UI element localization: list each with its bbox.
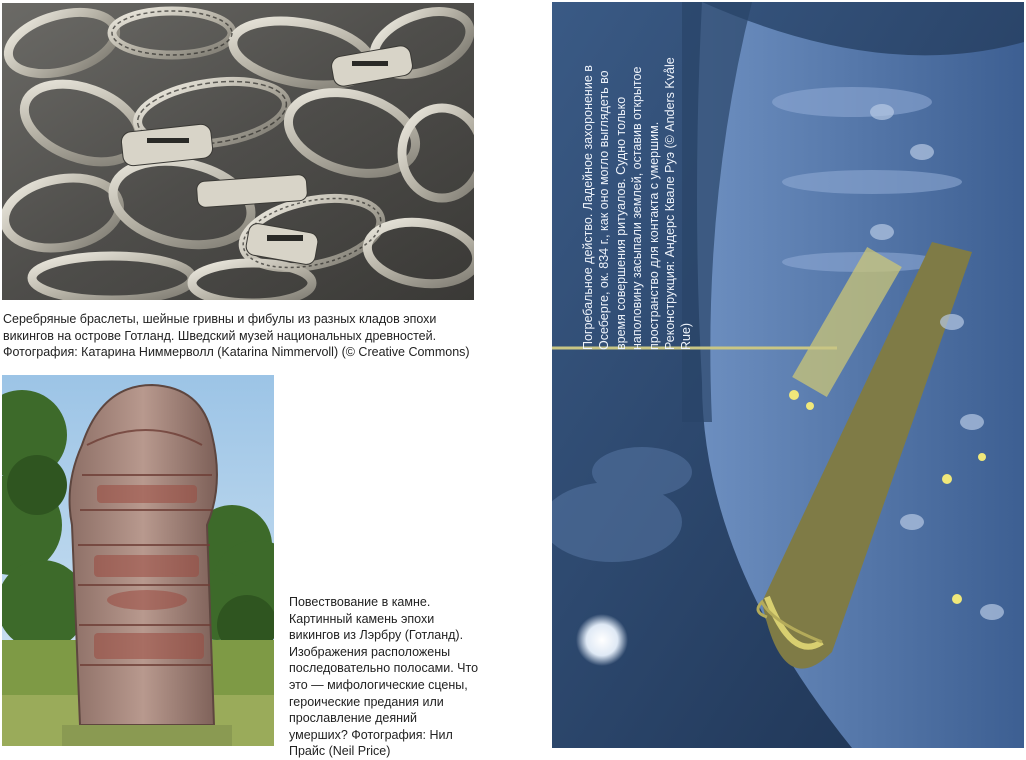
photo-silver-jewelry <box>2 3 474 300</box>
photo-picture-stone <box>2 375 274 746</box>
caption-ship-burial: Погребальное действо. Ладейное захоронение в Осеберге, ок. 834 г., как оно могло выглядеть во время совершения ритуалов. Судно только наполовину засыпали землей, оставив открытое пространство для контакта с умершим. Реконструкция: Андерс Квале Руэ (© Anders Kvåle Rue) <box>581 57 694 350</box>
caption-picture-stone: Повествование в камне. Картинный камень эпохи викингов из Лэрбру (Готланд). Изображения расположены последовательно полосами. Что это — мифологические сцены, героические предания или прославление деяний умерших? Фотография: Нил Прайс (Neil Price) <box>289 595 479 759</box>
caption-silver-jewelry: Серебряные браслеты, шейные гривны и фибулы из разных кладов эпохи викингов на острове Готланд. Шведский музей национальных древностей. Фотография: Катарина Ниммерволл (Katarina Nimmervoll) (© Creative Commons) <box>3 312 470 360</box>
silver-jewelry-image <box>2 3 474 300</box>
picture-stone-image <box>2 375 274 746</box>
